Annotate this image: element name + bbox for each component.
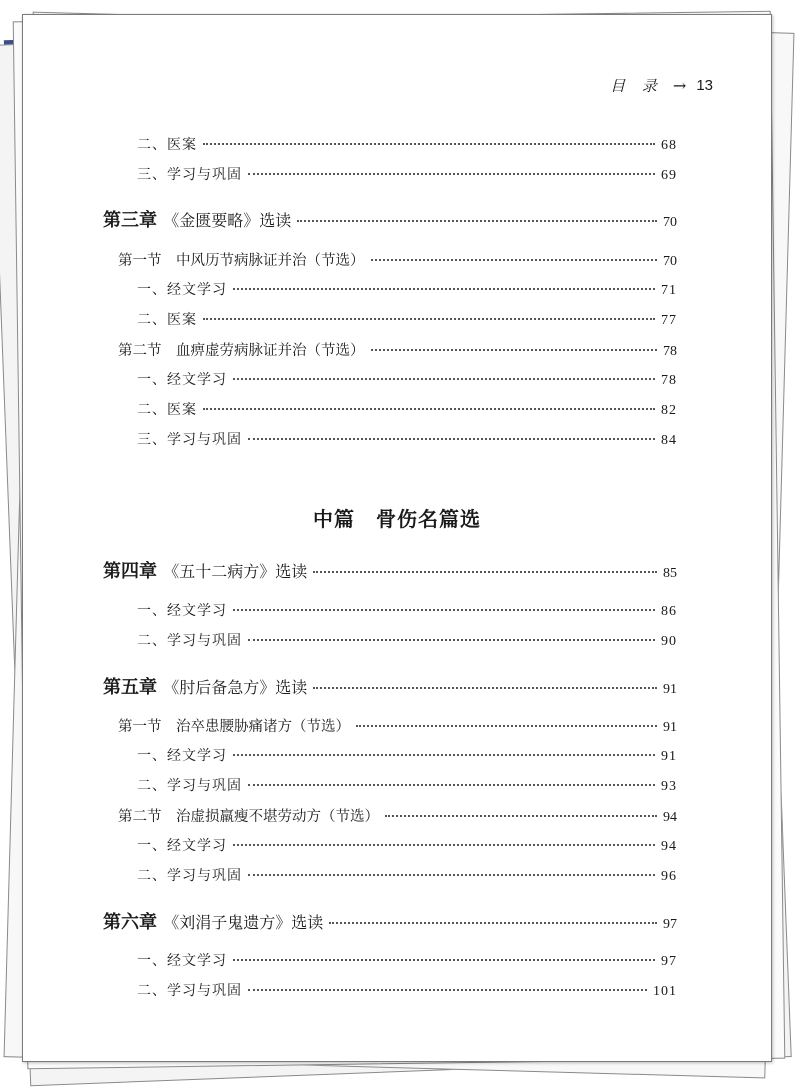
toc-entry-page: 93 bbox=[661, 779, 677, 794]
toc-entry-label: 一、经文学习 bbox=[137, 953, 227, 969]
toc-entry[interactable] bbox=[137, 865, 677, 885]
leader-dots bbox=[203, 143, 655, 145]
toc-entry-page: 84 bbox=[661, 433, 677, 448]
toc-section-page: 91 bbox=[663, 720, 677, 735]
toc-page bbox=[22, 14, 772, 1062]
leader-dots bbox=[248, 438, 655, 440]
toc-entry-page: 68 bbox=[661, 138, 677, 153]
toc-chapter-label bbox=[103, 908, 323, 934]
toc-entry-page: 94 bbox=[661, 839, 677, 854]
toc-section-page: 94 bbox=[663, 810, 677, 825]
toc-chapter-page: 91 bbox=[663, 682, 677, 697]
chapter-title: 《刘涓子鬼遗方》选读 bbox=[163, 913, 324, 932]
toc-entry-label: 三、学习与巩固 bbox=[137, 167, 242, 183]
leader-dots bbox=[356, 725, 657, 727]
leader-dots bbox=[248, 874, 655, 876]
toc-entry-page: 78 bbox=[661, 373, 677, 388]
toc-section[interactable] bbox=[118, 339, 677, 360]
toc-entry[interactable] bbox=[137, 429, 677, 449]
toc-entry[interactable] bbox=[137, 950, 677, 970]
toc-entry-label: 一、经文学习 bbox=[137, 838, 227, 854]
toc-entry-label: 一、经文学习 bbox=[137, 282, 227, 298]
chapter-title: 《五十二病方》选读 bbox=[163, 562, 308, 581]
toc-entry[interactable] bbox=[137, 134, 677, 154]
leader-dots bbox=[203, 408, 655, 410]
toc-section[interactable] bbox=[118, 805, 677, 826]
toc-chapter-page: 70 bbox=[663, 215, 677, 230]
toc-chapter-label bbox=[103, 206, 291, 232]
toc-chapter-page: 97 bbox=[663, 917, 677, 932]
leader-dots bbox=[233, 378, 655, 380]
toc-entry-label: 二、医案 bbox=[137, 137, 197, 153]
toc-entry[interactable] bbox=[137, 279, 677, 299]
toc-entry[interactable] bbox=[137, 835, 677, 855]
leader-dots bbox=[371, 349, 658, 351]
toc-entry-label: 二、学习与巩固 bbox=[137, 983, 242, 999]
toc-entry[interactable] bbox=[137, 369, 677, 389]
toc-entry[interactable] bbox=[137, 164, 677, 184]
toc-entry-page: 91 bbox=[661, 749, 677, 764]
part-title: 中篇 骨伤名篇选 bbox=[313, 507, 481, 531]
toc-section-label: 第二节 治虚损羸瘦不堪劳动方（节选） bbox=[118, 809, 379, 825]
toc-entry-page: 101 bbox=[653, 984, 677, 999]
toc-entry-label: 二、学习与巩固 bbox=[137, 868, 242, 884]
chapter-number: 第五章 bbox=[103, 677, 157, 698]
leader-dots bbox=[313, 571, 657, 573]
toc-entry-label: 一、经文学习 bbox=[137, 372, 227, 388]
toc-entry-label: 二、学习与巩固 bbox=[137, 633, 242, 649]
toc-entry-label: 二、医案 bbox=[137, 312, 197, 328]
toc-chapter[interactable] bbox=[103, 908, 677, 934]
toc-entry-label: 二、医案 bbox=[137, 402, 197, 418]
toc-entry-label: 一、经文学习 bbox=[137, 748, 227, 764]
toc-entry[interactable] bbox=[137, 399, 677, 419]
toc-entry[interactable] bbox=[137, 745, 677, 765]
toc-entry[interactable] bbox=[137, 980, 677, 1000]
leader-dots bbox=[233, 844, 655, 846]
toc-section-label: 第一节 治卒患腰胁痛诸方（节选） bbox=[118, 719, 350, 735]
toc-entry[interactable] bbox=[137, 630, 677, 650]
toc-section-page: 70 bbox=[663, 254, 677, 269]
toc-chapter[interactable] bbox=[103, 557, 677, 583]
leader-dots bbox=[313, 687, 657, 689]
toc-section-label: 第二节 血痹虚劳病脉证并治（节选） bbox=[118, 343, 365, 359]
toc-entry[interactable] bbox=[137, 309, 677, 329]
toc-chapter-label bbox=[103, 557, 307, 583]
leader-dots bbox=[233, 754, 655, 756]
toc-entry[interactable] bbox=[137, 775, 677, 795]
toc-entry[interactable] bbox=[137, 600, 677, 620]
leader-dots bbox=[297, 220, 657, 222]
toc-entry-page: 96 bbox=[661, 869, 677, 884]
chapter-title: 《金匮要略》选读 bbox=[163, 211, 292, 230]
leader-dots bbox=[371, 259, 658, 261]
leader-dots bbox=[248, 784, 655, 786]
toc-chapter-label bbox=[103, 673, 307, 699]
chapter-number: 第三章 bbox=[103, 210, 157, 231]
chapter-number: 第六章 bbox=[103, 912, 157, 933]
toc-entry-label: 三、学习与巩固 bbox=[137, 432, 242, 448]
toc-chapter[interactable] bbox=[103, 673, 677, 699]
toc-entry-label: 二、学习与巩固 bbox=[137, 778, 242, 794]
toc-entry-label: 一、经文学习 bbox=[137, 603, 227, 619]
running-header bbox=[610, 75, 713, 96]
toc-section[interactable] bbox=[118, 715, 677, 736]
toc-entry-page: 86 bbox=[661, 604, 677, 619]
leader-dots bbox=[385, 815, 657, 817]
toc-section-page: 78 bbox=[663, 344, 677, 359]
chapter-number: 第四章 bbox=[103, 561, 157, 582]
chapter-title: 《肘后备急方》选读 bbox=[163, 678, 308, 697]
toc-entry-page: 71 bbox=[661, 283, 677, 298]
toc-entry-page: 69 bbox=[661, 168, 677, 183]
toc-entry-page: 90 bbox=[661, 634, 677, 649]
arrow-right-icon: → bbox=[672, 76, 687, 95]
toc-chapter-page: 85 bbox=[663, 566, 677, 581]
leader-dots bbox=[329, 922, 657, 924]
toc-section-label: 第一节 中风历节病脉证并治（节选） bbox=[118, 253, 365, 269]
leader-dots bbox=[248, 173, 655, 175]
leader-dots bbox=[233, 288, 655, 290]
toc-section[interactable] bbox=[118, 249, 677, 270]
leader-dots bbox=[248, 639, 655, 641]
toc-entry-page: 82 bbox=[661, 403, 677, 418]
leader-dots bbox=[203, 318, 655, 320]
header-label: 目 录 bbox=[610, 77, 663, 95]
toc-entry-page: 97 bbox=[661, 954, 677, 969]
leader-dots bbox=[233, 609, 655, 611]
leader-dots bbox=[233, 959, 655, 961]
toc-entry-page: 77 bbox=[661, 313, 677, 328]
toc-chapter[interactable] bbox=[103, 206, 677, 232]
header-page-number: 13 bbox=[696, 77, 713, 94]
leader-dots bbox=[248, 989, 647, 991]
